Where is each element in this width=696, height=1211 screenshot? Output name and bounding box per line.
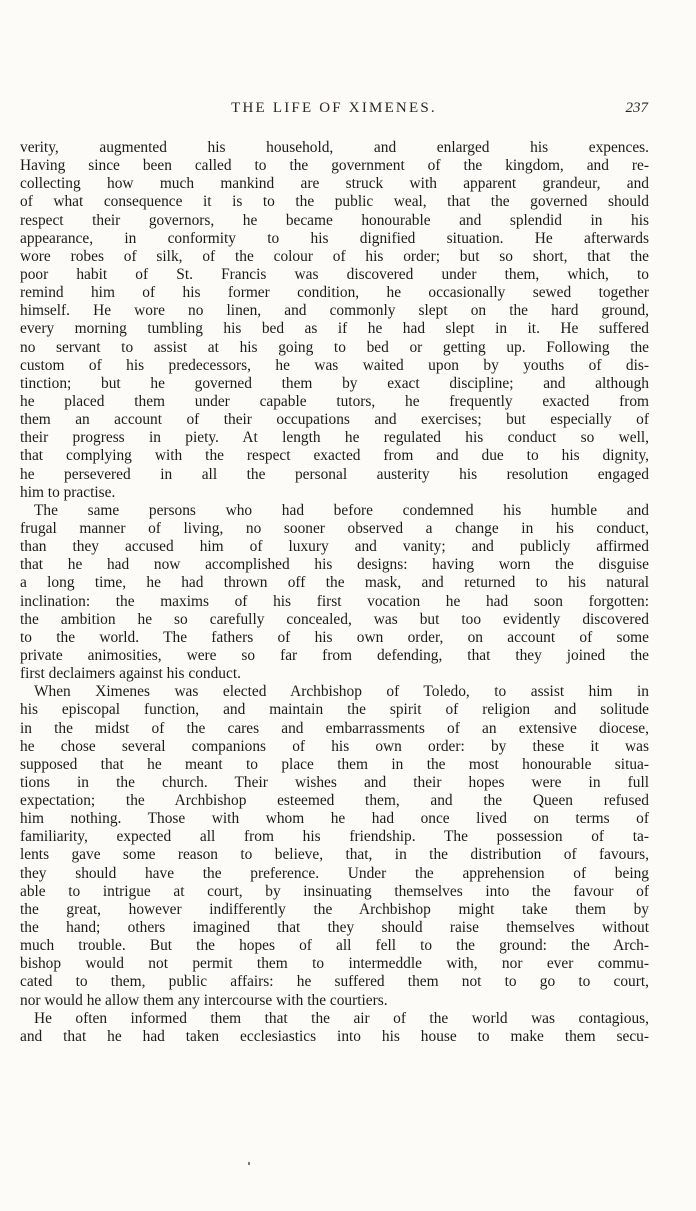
ink-speck <box>248 1162 250 1165</box>
text-line: the great, however indifferently the Archbishop might take them by <box>20 900 649 918</box>
text-line: wore robes of silk, of the colour of his order; but so short, that the <box>20 247 649 265</box>
text-line: lents gave some reason to believe, that, in the distribution of favours, <box>20 846 649 864</box>
text-line: them an account of their occupations and exercises; but especially of <box>20 411 649 429</box>
text-line: they should have the preference. Under the apprehension of being <box>20 864 649 882</box>
text-line: of what consequence it is to the public weal, that the governed should <box>20 193 649 211</box>
text-line: first declaimers against his conduct. <box>20 665 241 683</box>
paragraph <box>20 502 649 683</box>
text-line: a long time, he had thrown off the mask, and returned to his natural <box>20 574 649 592</box>
text-line: him nothing. Those with whom he had once lived on terms of <box>20 810 649 828</box>
text-line: expectation; the Archbishop esteemed them, and the Queen refused <box>20 792 649 810</box>
text-line: the ambition he so carefully concealed, was but too evidently discovered <box>20 610 649 628</box>
text-line: their progress in piety. At length he regulated his conduct so well, <box>20 429 649 447</box>
text-line: much trouble. But the hopes of all fell to the ground: the Arch- <box>20 937 649 955</box>
text-line: He often informed them that the air of the world was contagious, <box>34 1009 649 1027</box>
text-line: appearance, in conformity to his dignified situation. He afterwards <box>20 229 649 247</box>
text-line: custom of his predecessors, he was waited upon by youths of dis- <box>20 356 649 374</box>
text-line: him to practise. <box>20 483 116 501</box>
text-line: he persevered in all the personal austerity his resolution engaged <box>20 465 649 483</box>
text-line: inclination: the maxims of his first vocation he had soon forgotten: <box>20 592 649 610</box>
text-line: collecting how much mankind are struck with apparent grandeur, and <box>20 175 649 193</box>
page-header <box>20 98 648 122</box>
text-line: verity, augmented his household, and enlarged his expences. <box>20 139 649 156</box>
text-line: familiarity, expected all from his friendship. The possession of ta- <box>20 828 649 846</box>
text-line: bishop would not permit them to intermeddle with, nor ever commu- <box>20 955 649 973</box>
text-line: tions in the church. Their wishes and their hopes were in full <box>20 773 649 791</box>
text-line: respect their governors, he became honourable and splendid in his <box>20 211 649 229</box>
page-number: 237 <box>625 100 648 116</box>
text-line: the hand; others imagined that they should raise themselves without <box>20 919 649 937</box>
text-line: nor would he allow them any intercourse with the courtiers. <box>20 991 388 1009</box>
paragraph <box>20 1010 649 1046</box>
text-line: to the world. The fathers of his own order, on account of some <box>20 628 649 646</box>
text-line: cated to them, public affairs: he suffered them not to go to court, <box>20 973 649 991</box>
text-line: in the midst of the cares and embarrassments of an extensive diocese, <box>20 719 649 737</box>
text-line: no servant to assist at his going to bed or getting up. Following the <box>20 338 649 356</box>
text-line: and that he had taken ecclesiastics into his house to make them secu- <box>20 1027 649 1045</box>
text-line: private animosities, were so far from defending, that they joined the <box>20 646 649 664</box>
text-line: supposed that he meant to place them in the most honourable situa- <box>20 755 649 773</box>
text-line: remind him of his former condition, he occasionally sewed together <box>20 284 649 302</box>
paragraph <box>20 139 649 502</box>
text-line: he placed them under capable tutors, he frequently exacted from <box>20 392 649 410</box>
text-line: tinction; but he governed them by exact discipline; and although <box>20 374 649 392</box>
paragraph <box>20 683 649 1010</box>
text-line: than they accused him of luxury and vanity; and publicly affirmed <box>20 538 649 556</box>
text-line: poor habit of St. Francis was discovered under them, which, to <box>20 265 649 283</box>
text-line: that complying with the respect exacted from and due to his dignity, <box>20 447 649 465</box>
text-line: his episcopal function, and maintain the spirit of religion and solitude <box>20 701 649 719</box>
text-line: When Ximenes was elected Archbishop of Toledo, to assist him in <box>34 683 649 701</box>
text-line: he chose several companions of his own order: by these it was <box>20 737 649 755</box>
text-line: that he had now accomplished his designs: having worn the disguise <box>20 556 649 574</box>
text-line: frugal manner of living, no sooner observed a change in his conduct, <box>20 519 649 537</box>
text-line: The same persons who had before condemned his humble and <box>34 501 649 519</box>
text-line: Having since been called to the government of the kingdom, and re- <box>20 157 649 175</box>
text-line: himself. He wore no linen, and commonly slept on the hard ground, <box>20 302 649 320</box>
body-text <box>20 139 649 1046</box>
running-title: THE LIFE OF XIMENES. <box>231 100 437 116</box>
text-line: able to intrigue at court, by insinuating themselves into the favour of <box>20 882 649 900</box>
text-line: every morning tumbling his bed as if he had slept in it. He suffered <box>20 320 649 338</box>
